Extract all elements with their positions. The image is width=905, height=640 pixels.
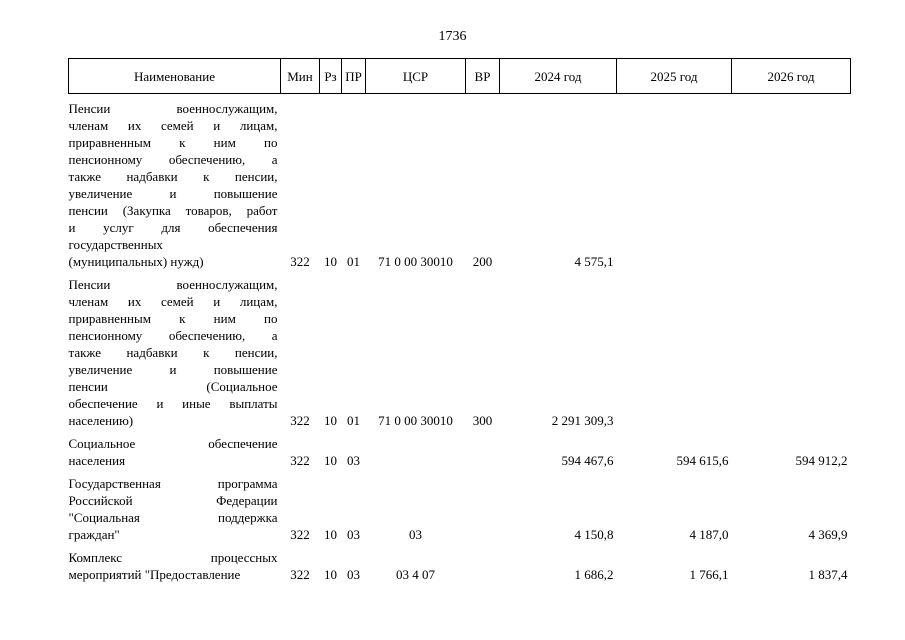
page-number: 1736 [438,29,467,44]
row-value-2025 [617,100,732,270]
row-rz: 10 [324,567,337,582]
row-csr: 71 0 00 30010 [378,413,453,428]
row-vr: 200 [472,254,493,269]
row-name-line: Пенсии военнослужащим, [68,277,278,292]
row-vr [466,549,500,583]
row-name-line: Российской Федерации [68,493,278,508]
row-pr: 01 [347,413,360,428]
row-name-line: членам их семей и лицам, [68,294,278,309]
row-value-2025 [617,276,732,429]
row-value-2025: 1 766,1 [689,567,729,582]
row-name-line: членам их семей и лицам, [68,118,278,133]
table-row [69,276,851,429]
table-row [69,475,851,543]
header-pr: ПР [342,59,366,94]
row-vr: 300 [472,413,493,428]
table-row [69,549,851,583]
row-min: 322 [290,413,310,428]
row-name-line: и услуг для обеспечения [68,220,278,235]
row-name-line: также надбавки к пенсии, [68,169,278,184]
row-name-line: пенсионному обеспечению, а [68,328,278,343]
header-csr: ЦСР [366,59,466,94]
row-name-line: государственных [68,237,163,252]
row-value-2026: 4 369,9 [808,527,848,542]
budget-table [68,58,851,583]
row-value-2026: 1 837,4 [808,567,848,582]
row-min: 322 [290,254,310,269]
header-rz: Рз [320,59,342,94]
row-value-2026 [732,100,851,270]
row-name-line: "Социальная поддержка [68,510,278,525]
row-min: 322 [290,567,310,582]
row-name-line: Социальное обеспечение [68,436,278,451]
row-value-2024: 4 150,8 [574,527,614,542]
row-csr [366,435,466,469]
row-name-line: увеличение и повышение [68,362,278,377]
table-header-row [69,59,851,94]
table-row [69,100,851,270]
row-name-line: населения [68,453,126,468]
header-name: Наименование [69,59,281,94]
header-vr: ВР [466,59,500,94]
row-value-2026 [732,276,851,429]
row-value-2024: 1 686,2 [574,567,614,582]
row-rz: 10 [324,527,337,542]
header-2024: 2024 год [500,59,617,94]
row-name [69,549,281,583]
row-name-line: населению) [68,413,134,428]
row-name-line: пенсии (Закупка товаров, работ [68,203,278,218]
row-vr [466,435,500,469]
row-name-line: Государственная программа [68,476,278,491]
row-name-line: приравненным к ним по [68,135,278,150]
header-2026: 2026 год [732,59,851,94]
row-pr: 01 [347,254,360,269]
row-name-line: увеличение и повышение [68,186,278,201]
row-value-2025: 4 187,0 [689,527,729,542]
row-name-line: (муниципальных) нужд) [68,254,204,269]
row-name-line: граждан" [68,527,120,542]
header-min: Мин [281,59,320,94]
row-name-line: обеспечение и иные выплаты [68,396,278,411]
row-csr: 03 4 07 [396,567,435,582]
row-name-line: Пенсии военнослужащим, [68,101,278,116]
row-value-2024: 594 467,6 [561,453,614,468]
row-name-line: приравненным к ним по [68,311,278,326]
row-name-line: пенсии (Социальное [68,379,278,394]
row-vr [466,475,500,543]
row-min: 322 [290,453,310,468]
row-value-2024: 4 575,1 [574,254,614,269]
row-min: 322 [290,527,310,542]
row-name [69,276,281,429]
row-rz: 10 [324,413,337,428]
row-pr: 03 [347,567,360,582]
row-value-2026: 594 912,2 [795,453,848,468]
row-pr: 03 [347,453,360,468]
row-value-2024: 2 291 309,3 [551,413,614,428]
row-csr: 03 [409,527,422,542]
row-value-2025: 594 615,6 [676,453,729,468]
row-name-line: также надбавки к пенсии, [68,345,278,360]
row-pr: 03 [347,527,360,542]
header-2025: 2025 год [617,59,732,94]
row-name-line: Комплекс процессных [68,550,278,565]
row-csr: 71 0 00 30010 [378,254,453,269]
row-name [69,435,281,469]
row-rz: 10 [324,254,337,269]
row-rz: 10 [324,453,337,468]
table-body [69,94,851,584]
row-name [69,475,281,543]
table-row [69,435,851,469]
row-name [69,100,281,270]
row-name-line: мероприятий "Предоставление [68,567,241,582]
row-name-line: пенсионному обеспечению, а [68,152,278,167]
